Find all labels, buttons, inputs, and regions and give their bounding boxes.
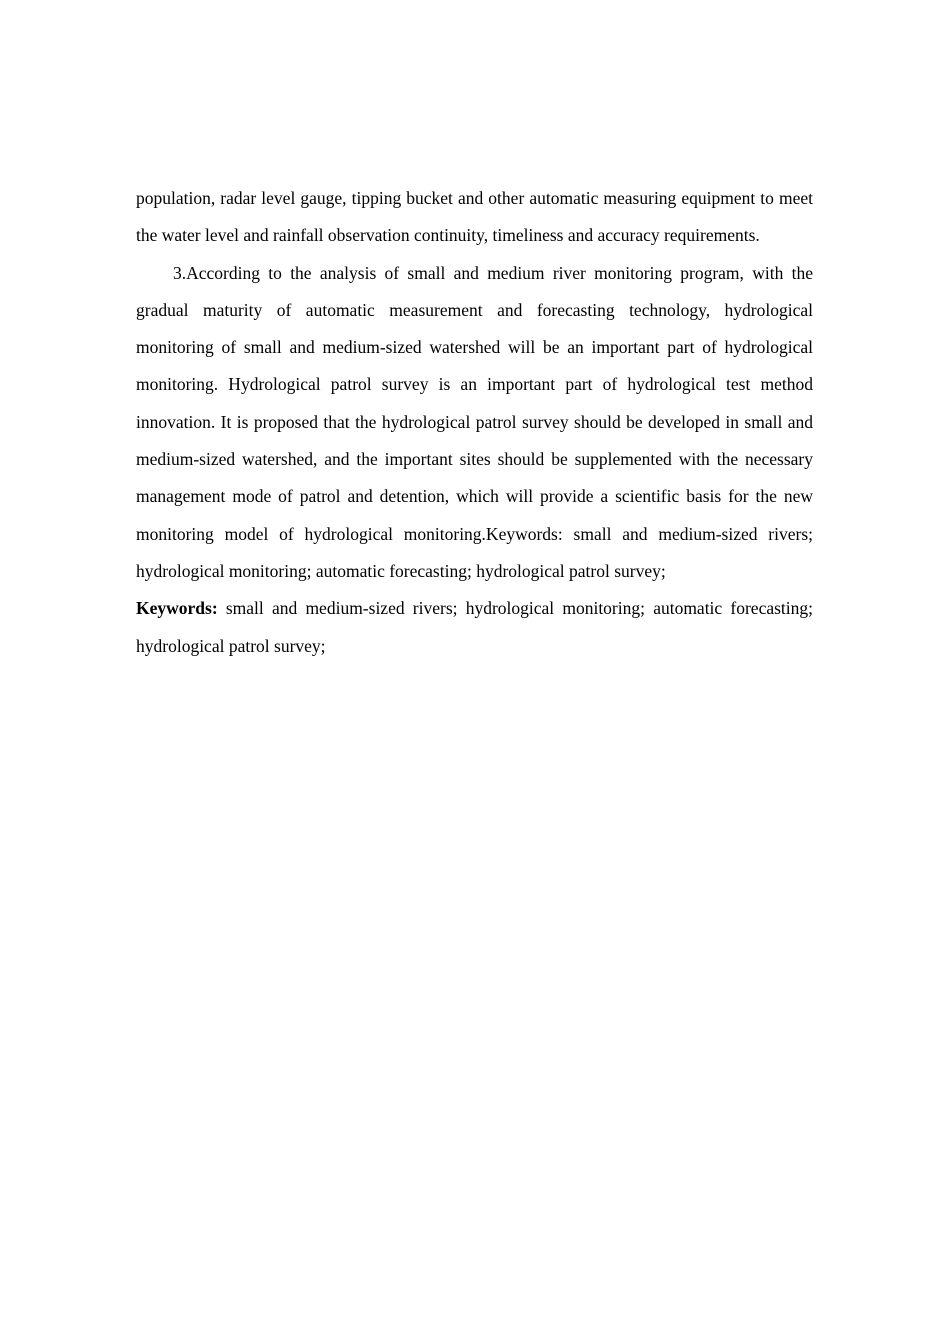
keywords-label: Keywords:	[136, 598, 218, 619]
keywords-paragraph	[136, 590, 813, 665]
keywords-text: small and medium-sized rivers; hydrological monitoring; automatic forecasting; hydrological patrol survey;	[136, 598, 813, 656]
paragraph-continuation: population, radar level gauge, tipping bucket and other automatic measuring equipment to meet the water level and rainfall observation continuity, timeliness and accuracy requirements.	[136, 188, 813, 246]
paragraph-conclusion-3: 3.According to the analysis of small and medium river monitoring program, with the gradual maturity of automatic measurement and forecasting technology, hydrological monitoring of small and medium-sized watershed will be an important part of hydrological monitoring. Hydrological patrol survey is an important part of hydrological test method innovation. It is proposed that the hydrological patrol survey should be developed in small and medium-sized watershed, and the important sites should be supplemented with the necessary management mode of patrol and detention, which will provide a scientific basis for the new monitoring model of hydrological monitoring.Keywords: small and medium-sized rivers; hydrological monitoring; automatic forecasting; hydrological patrol survey;	[136, 262, 813, 581]
body-text	[136, 180, 813, 665]
